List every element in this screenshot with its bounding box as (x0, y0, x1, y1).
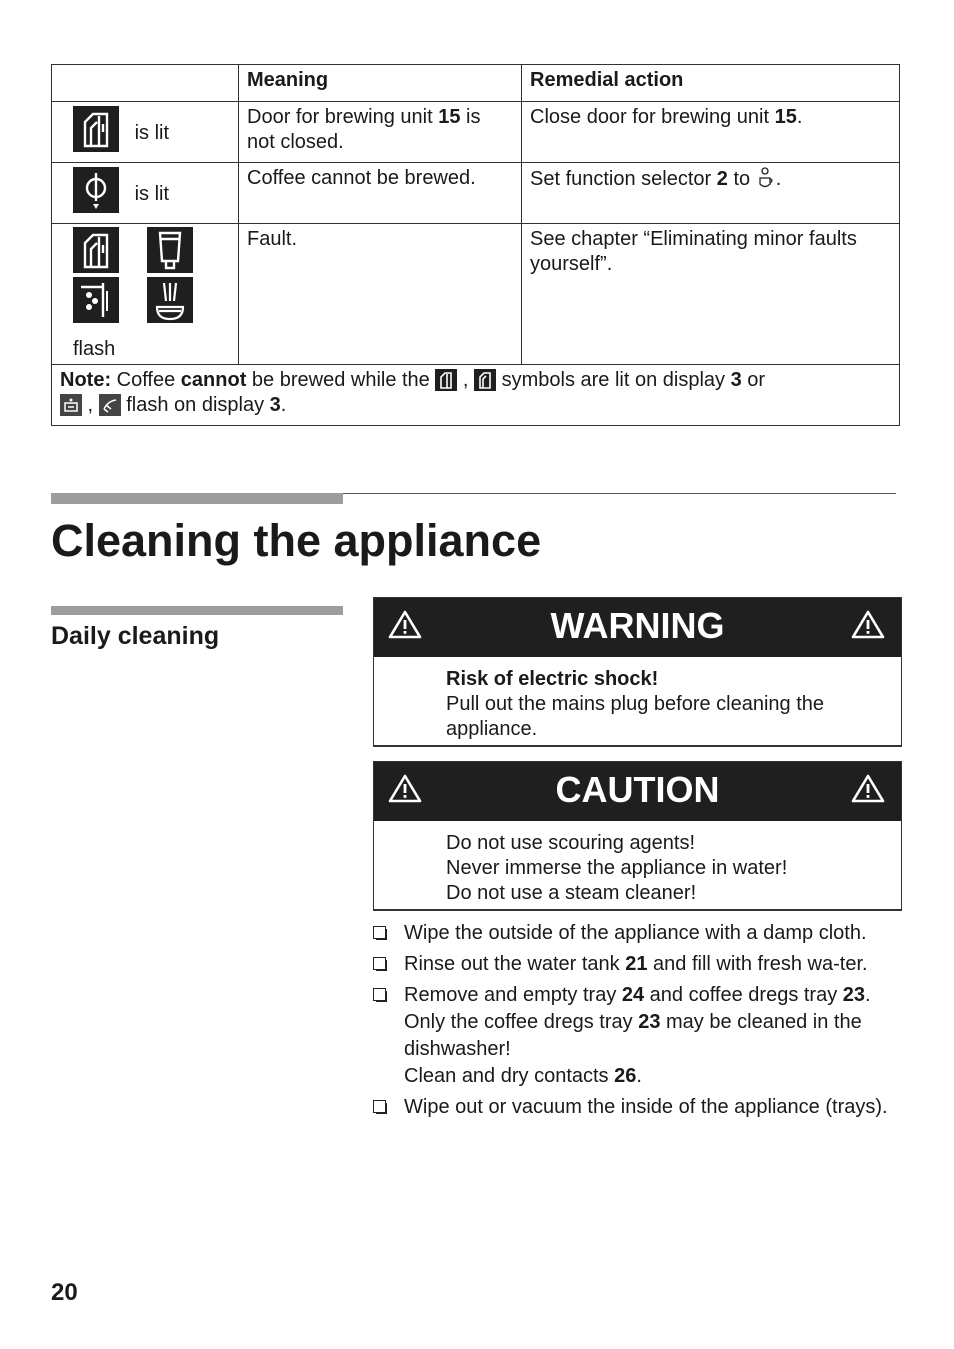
action-cell: Close door for brewing unit 15. (522, 102, 900, 163)
water-tank-icon (147, 227, 193, 273)
list-item: Wipe out or vacuum the inside of the appliance (trays). (373, 1094, 893, 1121)
brewing-unit-mini-icon (435, 369, 457, 391)
page-title: Cleaning the appliance (51, 515, 542, 566)
drip-tray-icon (147, 277, 193, 323)
subsection-title: Daily cleaning (51, 622, 220, 650)
caution-line: Do not use a steam cleaner! (446, 882, 697, 904)
warning-body (374, 657, 901, 745)
cup-steam-icon (756, 166, 776, 190)
state-text: is lit (134, 183, 170, 205)
list-item: Remove and empty tray 24 and coffee dregs tray 23. Only the coffee dregs tray 23 may be cleaned in the dishwasher! Clean and dry contacts 26. (373, 982, 893, 1090)
list-item: Rinse out the water tank 21 and fill with fresh wa-ter. (373, 951, 893, 978)
checkbox-bullet-icon (373, 926, 386, 939)
action-cell: See chapter “Eliminating minor faults yourself”. (522, 224, 900, 365)
state-text: flash (73, 338, 116, 360)
note-cell: Note: Coffee cannot be brewed while the , symbols are lit on display 3 or , flash on display 3. (52, 365, 900, 426)
meaning-cell: Fault. (239, 224, 522, 365)
action-cell: Set function selector 2 to . (522, 163, 900, 224)
table-header-row (52, 65, 900, 102)
warning-title: WARNING (550, 605, 725, 646)
cleaning-steps-list (373, 920, 893, 1125)
header-action: Remedial action (522, 65, 900, 102)
symbol-cell (52, 102, 239, 163)
caution-body (374, 821, 901, 909)
fault-table (51, 64, 900, 426)
caution-line: Do not use scouring agents! (446, 832, 696, 854)
brewing-unit-door-icon (73, 227, 119, 273)
warning-triangle-icon (851, 773, 885, 803)
checkbox-bullet-icon (373, 1100, 386, 1113)
warning-box (373, 597, 902, 747)
header-symbol (52, 65, 239, 102)
table-row (52, 163, 900, 224)
function-selector-icon (73, 167, 119, 213)
door-mini-icon (474, 369, 496, 391)
warning-lead: Risk of electric shock! (446, 668, 659, 690)
list-item: Wipe the outside of the appliance with a damp cloth. (373, 920, 893, 947)
table-row (52, 102, 900, 163)
subsection-rule-bar (51, 606, 343, 615)
caution-title: CAUTION (555, 769, 720, 810)
descale-mini-icon (60, 394, 82, 416)
section-rule-line (343, 493, 896, 494)
page-number: 20 (51, 1279, 78, 1306)
coffee-beans-icon (73, 277, 119, 323)
caution-line: Never immerse the appliance in water! (446, 857, 788, 879)
meaning-cell: Door for brewing unit 15 is not closed. (239, 102, 522, 163)
table-row (52, 224, 900, 365)
checkbox-bullet-icon (373, 957, 386, 970)
warning-triangle-icon (851, 609, 885, 639)
checkbox-bullet-icon (373, 988, 386, 1001)
caution-box (373, 761, 902, 911)
state-text: is lit (134, 122, 170, 144)
warning-header (374, 598, 901, 657)
note-row (52, 365, 900, 426)
warning-text: Pull out the mains plug before cleaning the appliance. (446, 693, 825, 740)
header-meaning: Meaning (239, 65, 522, 102)
meaning-cell: Coffee cannot be brewed. (239, 163, 522, 224)
section-rule-bar (51, 493, 343, 504)
caution-header (374, 762, 901, 821)
symbol-cell (52, 224, 239, 365)
clean-mini-icon (99, 394, 121, 416)
symbol-cell (52, 163, 239, 224)
brewing-unit-door-icon (73, 106, 119, 152)
